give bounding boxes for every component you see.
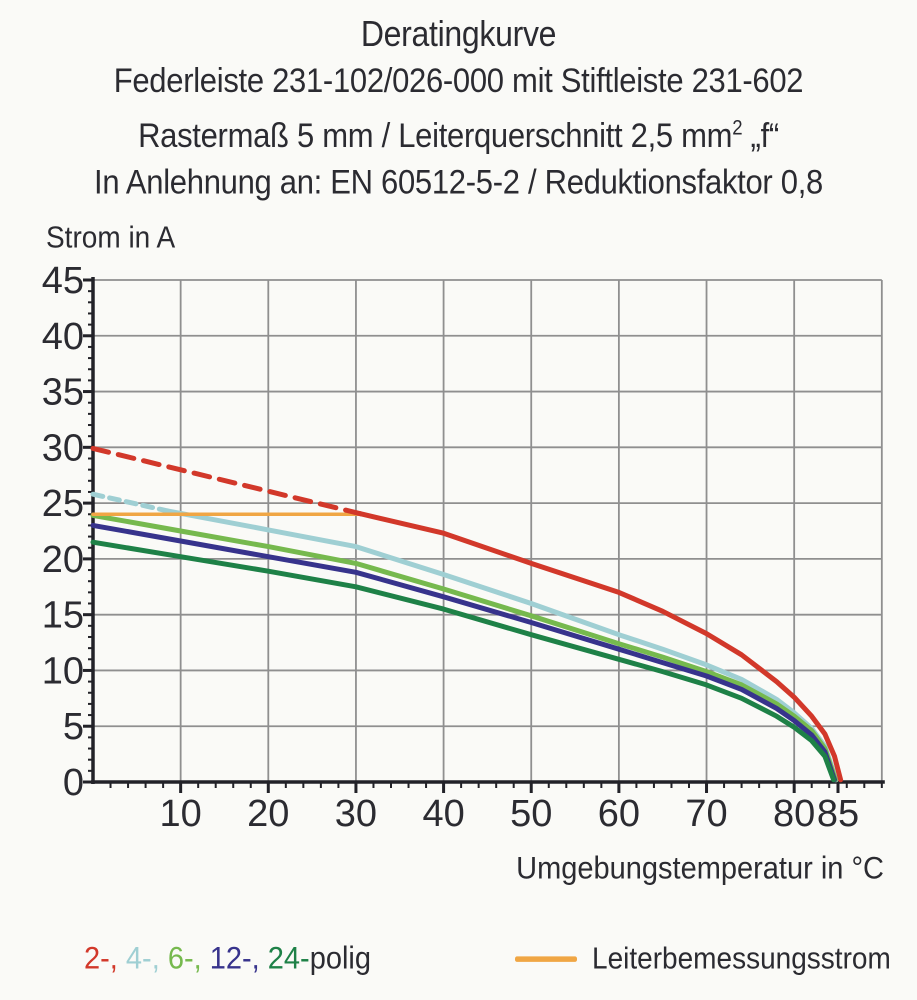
y-tick-label: 40 bbox=[41, 315, 84, 358]
y-tick-label: 30 bbox=[41, 427, 84, 470]
y-tick-label: 25 bbox=[41, 483, 84, 526]
x-tick-label: 60 bbox=[597, 793, 641, 835]
rated-current-legend bbox=[515, 941, 891, 976]
x-tick-label: 50 bbox=[510, 793, 553, 835]
pole-count-label: 6-, bbox=[167, 941, 202, 977]
curve-24-polig bbox=[93, 542, 834, 780]
x-tick-label: 85 bbox=[816, 793, 860, 835]
pole-count-label: 12-, bbox=[209, 941, 260, 977]
chart-subtitle-spec bbox=[0, 104, 917, 159]
subtitle-spec-text: Rastermaß 5 mm / Leiterquerschnitt 2,5 mm bbox=[138, 115, 733, 155]
x-tick-label: 20 bbox=[247, 793, 290, 835]
x-axis-title: Umgebungstemperatur in °C bbox=[516, 851, 884, 887]
curve-12-polig bbox=[93, 525, 835, 779]
squared-superscript: 2 bbox=[732, 115, 743, 139]
subtitle-spec-suffix: „f“ bbox=[742, 115, 779, 155]
y-tick-label: 5 bbox=[62, 706, 84, 749]
x-tick-label: 70 bbox=[685, 793, 728, 835]
y-tick-label: 20 bbox=[41, 538, 84, 581]
y-tick-label: 10 bbox=[41, 650, 84, 693]
curve-2-polig bbox=[360, 514, 840, 780]
pole-count-label: 2-, bbox=[84, 941, 118, 977]
y-tick-label: 15 bbox=[41, 594, 84, 637]
x-tick-label: 40 bbox=[422, 793, 465, 835]
y-tick-label: 0 bbox=[62, 762, 84, 804]
pole-count-label: 4-, bbox=[125, 941, 160, 977]
chart-subtitle-standard: In Anlehnung an: EN 60512-5-2 / Reduktionsfaktor 0,8 bbox=[94, 162, 823, 202]
x-tick-label: 80 bbox=[773, 793, 816, 835]
y-tick-label: 45 bbox=[41, 260, 84, 302]
y-axis-title: Strom in A bbox=[46, 220, 176, 255]
x-tick-label: 10 bbox=[159, 793, 202, 835]
rated-current-line-swatch bbox=[515, 956, 577, 962]
rated-current-label: Leiterbemessungsstrom bbox=[592, 941, 891, 976]
poles-legend bbox=[84, 941, 371, 977]
polig-suffix-label: polig bbox=[309, 941, 371, 977]
pole-count-label: 24- bbox=[267, 941, 310, 977]
chart-title-block bbox=[0, 10, 917, 206]
y-tick-label: 35 bbox=[41, 371, 84, 414]
chart-title: Deratingkurve bbox=[360, 13, 557, 54]
chart-subtitle-products: Federleiste 231-102/026-000 mit Stiftleiste 231-602 bbox=[113, 60, 804, 100]
x-tick-label: 30 bbox=[334, 793, 378, 835]
curve-6-polig bbox=[93, 515, 835, 779]
